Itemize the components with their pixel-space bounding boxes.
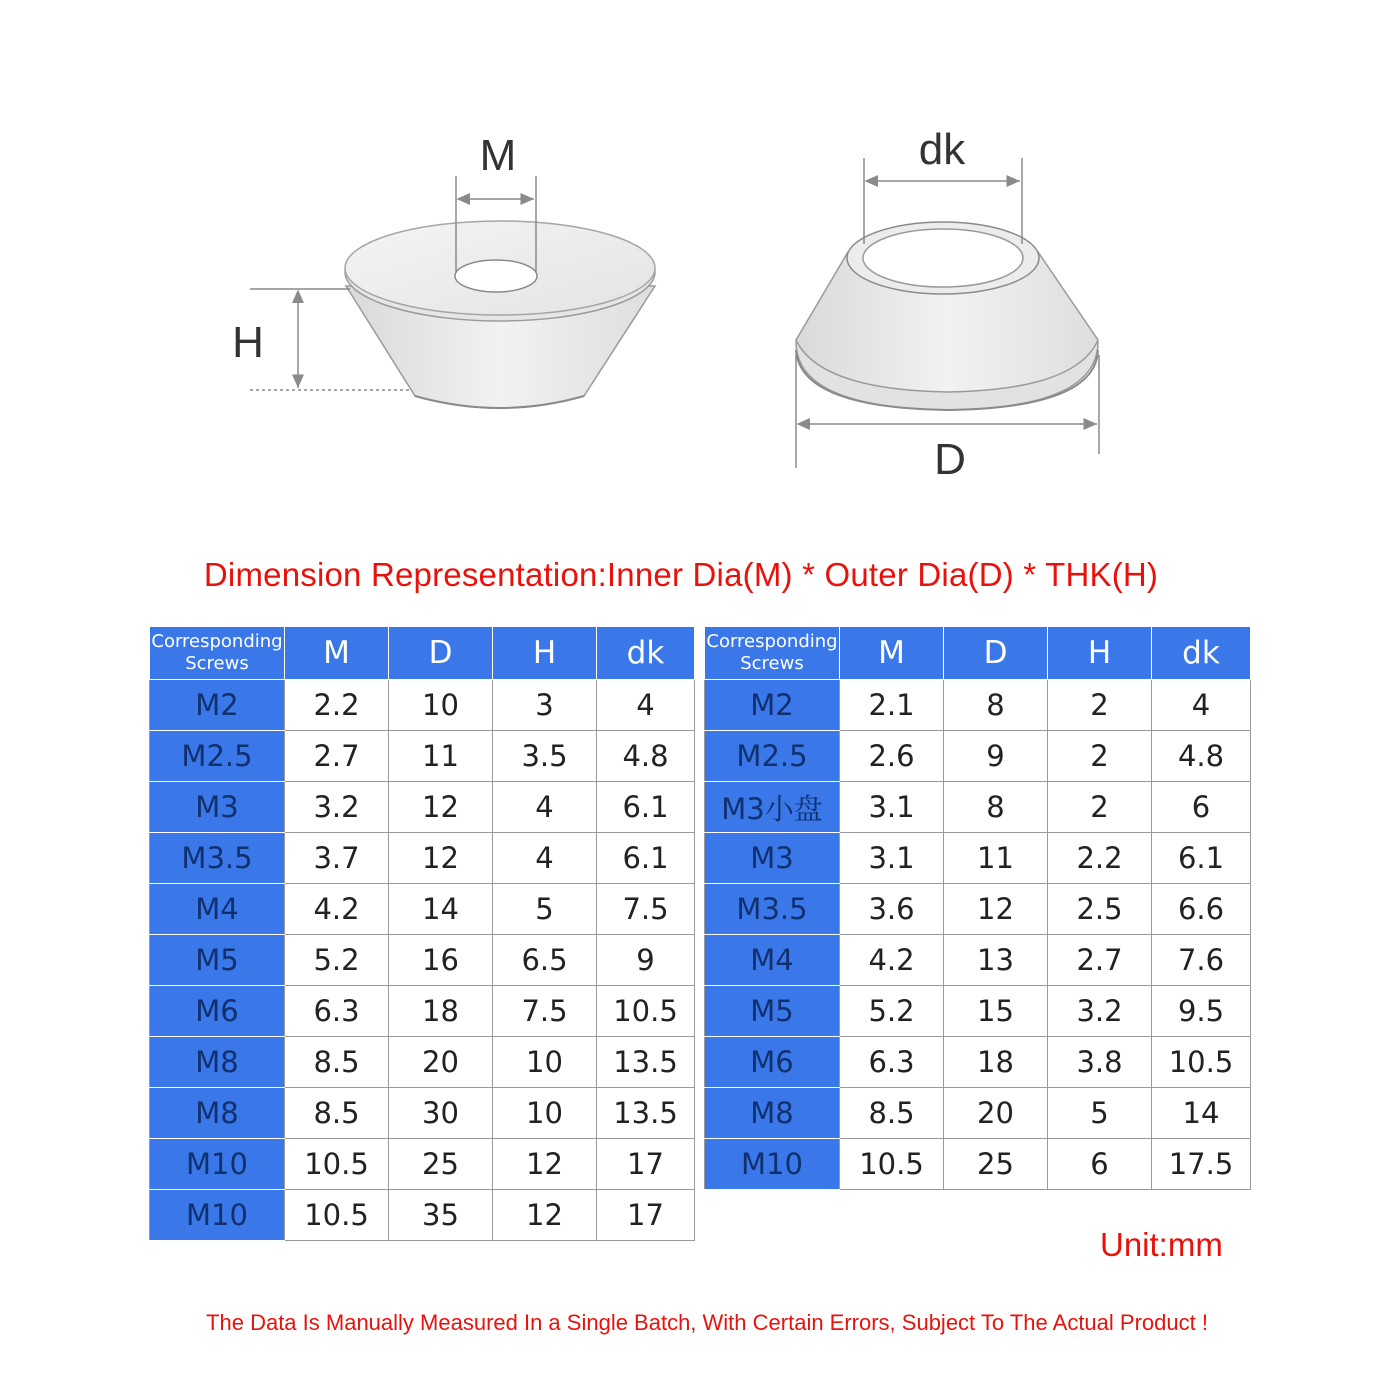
table-row <box>705 1088 1251 1139</box>
h-cell: 7.5 <box>493 986 597 1037</box>
header-h: H <box>1048 627 1152 680</box>
countersunk-washer-drawing <box>232 131 655 408</box>
m-cell: 2.1 <box>840 680 944 731</box>
d-cell: 15 <box>944 986 1048 1037</box>
unit-label: Unit:mm <box>1100 1226 1223 1263</box>
h-cell: 3.8 <box>1048 1037 1152 1088</box>
m-cell: 3.7 <box>285 833 389 884</box>
d-cell: 25 <box>944 1139 1048 1190</box>
table-row <box>705 935 1251 986</box>
screw-cell: M3.5 <box>705 884 840 935</box>
h-cell: 12 <box>493 1190 597 1241</box>
h-cell: 2 <box>1048 782 1152 833</box>
screw-cell: M10 <box>150 1139 285 1190</box>
dk-cell: 14 <box>1152 1088 1251 1139</box>
dk-cell: 10.5 <box>1152 1037 1251 1088</box>
m-cell: 3.1 <box>840 833 944 884</box>
dk-cell: 17 <box>597 1139 695 1190</box>
dk-cell: 13.5 <box>597 1037 695 1088</box>
h-cell: 2.7 <box>1048 935 1152 986</box>
screw-cell: M2.5 <box>705 731 840 782</box>
table-row <box>705 680 1251 731</box>
table-row <box>150 731 695 782</box>
d-cell: 14 <box>389 884 493 935</box>
d-cell: 13 <box>944 935 1048 986</box>
d-cell: 12 <box>389 833 493 884</box>
m-cell: 8.5 <box>840 1088 944 1139</box>
screw-cell: M5 <box>705 986 840 1037</box>
table-row <box>150 1190 695 1241</box>
screw-cell: M4 <box>150 884 285 935</box>
dk-cell: 17.5 <box>1152 1139 1251 1190</box>
d-cell: 9 <box>944 731 1048 782</box>
header-dk: dk <box>1152 627 1251 680</box>
screw-cell: M3.5 <box>150 833 285 884</box>
m-cell: 5.2 <box>840 986 944 1037</box>
m-cell: 3.6 <box>840 884 944 935</box>
d-cell: 35 <box>389 1190 493 1241</box>
d-cell: 8 <box>944 782 1048 833</box>
dk-cell: 4 <box>597 680 695 731</box>
m-cell: 2.6 <box>840 731 944 782</box>
m-cell: 4.2 <box>285 884 389 935</box>
table-body <box>705 680 1251 1190</box>
m-cell: 2.2 <box>285 680 389 731</box>
table-row <box>705 986 1251 1037</box>
header-screws-line2: Screws <box>740 653 804 674</box>
h-cell: 5 <box>1048 1088 1152 1139</box>
screw-cell: M8 <box>150 1037 285 1088</box>
m-cell: 6.3 <box>840 1037 944 1088</box>
h-cell: 2 <box>1048 680 1152 731</box>
m-cell: 3.1 <box>840 782 944 833</box>
screw-cell: M10 <box>705 1139 840 1190</box>
table-row <box>150 986 695 1037</box>
screw-cell: M3 <box>150 782 285 833</box>
dk-cell: 9.5 <box>1152 986 1251 1037</box>
spec-table-right <box>704 626 1251 1190</box>
h-cell: 12 <box>493 1139 597 1190</box>
measurement-note: The Data Is Manually Measured In a Single Batch, With Certain Errors, Subject To The Actual Product ! <box>206 1310 1208 1335</box>
label-h: H <box>232 318 264 367</box>
h-cell: 3 <box>493 680 597 731</box>
h-cell: 5 <box>493 884 597 935</box>
d-cell: 12 <box>389 782 493 833</box>
h-cell: 4 <box>493 782 597 833</box>
header-dk: dk <box>597 627 695 680</box>
dk-cell: 6.1 <box>1152 833 1251 884</box>
h-cell: 10 <box>493 1037 597 1088</box>
header-screws <box>705 627 840 680</box>
d-cell: 18 <box>389 986 493 1037</box>
table-row <box>705 1037 1251 1088</box>
label-dk: dk <box>918 125 966 174</box>
header-d: D <box>944 627 1048 680</box>
dk-cell: 6.6 <box>1152 884 1251 935</box>
h-cell: 6 <box>1048 1139 1152 1190</box>
header-screws-line1: Corresponding <box>151 631 283 652</box>
m-cell: 4.2 <box>840 935 944 986</box>
d-cell: 20 <box>944 1088 1048 1139</box>
header-row <box>705 627 1251 680</box>
h-cell: 3.2 <box>1048 986 1152 1037</box>
dk-cell: 7.6 <box>1152 935 1251 986</box>
dk-cell: 4.8 <box>1152 731 1251 782</box>
label-m: M <box>479 131 517 180</box>
table-row <box>150 1037 695 1088</box>
screw-cell: M3小盘 <box>705 782 840 833</box>
h-cell: 2.2 <box>1048 833 1152 884</box>
table-row <box>150 680 695 731</box>
h-cell: 4 <box>493 833 597 884</box>
screw-cell: M2 <box>150 680 285 731</box>
d-cell: 20 <box>389 1037 493 1088</box>
screw-cell: M6 <box>150 986 285 1037</box>
dk-cell: 9 <box>597 935 695 986</box>
d-cell: 25 <box>389 1139 493 1190</box>
dimension-headline: Dimension Representation:Inner Dia(M) * Outer Dia(D) * THK(H) <box>203 556 1159 593</box>
m-cell: 8.5 <box>285 1088 389 1139</box>
table-row <box>705 884 1251 935</box>
table-body <box>150 680 695 1241</box>
m-cell: 5.2 <box>285 935 389 986</box>
d-cell: 10 <box>389 680 493 731</box>
d-cell: 11 <box>389 731 493 782</box>
table-row <box>150 884 695 935</box>
m-cell: 6.3 <box>285 986 389 1037</box>
spec-table-left <box>149 626 695 1241</box>
label-d: D <box>934 435 966 484</box>
dk-cell: 6 <box>1152 782 1251 833</box>
table-row <box>705 782 1251 833</box>
table-row <box>150 1139 695 1190</box>
h-cell: 10 <box>493 1088 597 1139</box>
m-cell: 3.2 <box>285 782 389 833</box>
d-cell: 16 <box>389 935 493 986</box>
h-cell: 2.5 <box>1048 884 1152 935</box>
dk-cell: 6.1 <box>597 782 695 833</box>
header-h: H <box>493 627 597 680</box>
header-screws-line1: Corresponding <box>706 631 838 652</box>
header-screws <box>150 627 285 680</box>
screw-cell: M2 <box>705 680 840 731</box>
screw-cell: M4 <box>705 935 840 986</box>
table-row <box>150 935 695 986</box>
screw-cell: M8 <box>705 1088 840 1139</box>
table-row <box>705 833 1251 884</box>
dk-cell: 17 <box>597 1190 695 1241</box>
header-m: M <box>840 627 944 680</box>
screw-cell: M5 <box>150 935 285 986</box>
table-row <box>705 731 1251 782</box>
header-m: M <box>285 627 389 680</box>
dk-cell: 4.8 <box>597 731 695 782</box>
m-cell: 8.5 <box>285 1037 389 1088</box>
screw-cell: M6 <box>705 1037 840 1088</box>
h-cell: 3.5 <box>493 731 597 782</box>
m-cell: 10.5 <box>840 1139 944 1190</box>
table-row <box>150 1088 695 1139</box>
table-row <box>150 782 695 833</box>
d-cell: 11 <box>944 833 1048 884</box>
d-cell: 30 <box>389 1088 493 1139</box>
header-screws-line2: Screws <box>185 653 249 674</box>
dk-cell: 7.5 <box>597 884 695 935</box>
d-cell: 18 <box>944 1037 1048 1088</box>
m-cell: 2.7 <box>285 731 389 782</box>
d-cell: 12 <box>944 884 1048 935</box>
dk-cell: 6.1 <box>597 833 695 884</box>
table-row <box>705 1139 1251 1190</box>
screw-cell: M2.5 <box>150 731 285 782</box>
m-cell: 10.5 <box>285 1139 389 1190</box>
screw-cell: M3 <box>705 833 840 884</box>
h-cell: 6.5 <box>493 935 597 986</box>
washer-diagram <box>0 0 1400 520</box>
screw-cell: M10 <box>150 1190 285 1241</box>
m-cell: 10.5 <box>285 1190 389 1241</box>
cone-washer-drawing <box>796 125 1099 484</box>
h-cell: 2 <box>1048 731 1152 782</box>
dk-cell: 4 <box>1152 680 1251 731</box>
header-d: D <box>389 627 493 680</box>
header-row <box>150 627 695 680</box>
dk-cell: 13.5 <box>597 1088 695 1139</box>
dk-cell: 10.5 <box>597 986 695 1037</box>
d-cell: 8 <box>944 680 1048 731</box>
table-row <box>150 833 695 884</box>
screw-cell: M8 <box>150 1088 285 1139</box>
